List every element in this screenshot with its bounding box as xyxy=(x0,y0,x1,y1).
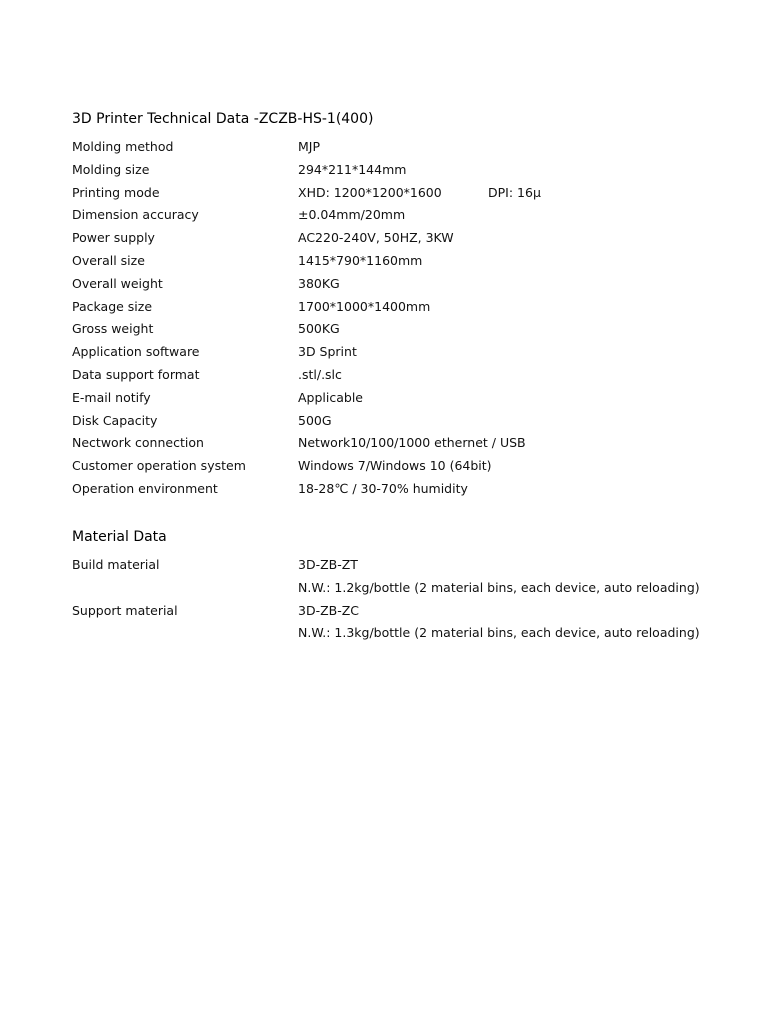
spec-value: 18-28℃ / 30-70% humidity xyxy=(298,480,468,496)
spec-row-overall-size xyxy=(72,250,712,273)
spec-value: 500G xyxy=(298,412,332,428)
spec-label: Nectwork connection xyxy=(72,435,204,451)
spec-value: 294*211*144mm xyxy=(298,161,407,177)
material-value: 3D-ZB-ZT xyxy=(298,557,358,572)
material-row-build xyxy=(72,554,712,577)
spec-row-printing-mode xyxy=(72,182,712,205)
spec-label: Dimension accuracy xyxy=(72,207,199,223)
spec-label: Application software xyxy=(72,344,200,360)
spec-label: E-mail notify xyxy=(72,389,151,405)
spec-row-network-connection xyxy=(72,432,712,455)
technical-data-heading: 3D Printer Technical Data -ZCZB-HS-1(400) xyxy=(72,111,374,127)
spec-row-operation-system xyxy=(72,455,712,478)
spec-row-molding-size xyxy=(72,159,712,182)
spec-row-data-support-format xyxy=(72,364,712,387)
spec-label: Molding method xyxy=(72,139,174,154)
material-value: N.W.: 1.3kg/bottle (2 material bins, each device, auto reloading) xyxy=(298,625,700,641)
spec-row-package-size xyxy=(72,296,712,319)
spec-row-dimension-accuracy xyxy=(72,204,712,227)
spec-value: Network10/100/1000 ethernet / USB xyxy=(298,435,526,451)
spec-row-email-notify xyxy=(72,387,712,410)
spec-value: 3D Sprint xyxy=(298,344,357,360)
spec-row-power-supply xyxy=(72,227,712,250)
spec-value: 500KG xyxy=(298,321,340,337)
spec-value: XHD: 1200*1200*1600 xyxy=(298,184,442,200)
spec-value: .stl/.slc xyxy=(298,366,342,382)
material-value: N.W.: 1.2kg/bottle (2 material bins, each device, auto reloading) xyxy=(298,579,700,595)
spec-value: AC220-240V, 50HZ, 3KW xyxy=(298,230,454,246)
spec-row-disk-capacity xyxy=(72,410,712,433)
spec-row-operation-environment xyxy=(72,478,712,501)
spec-label: Power supply xyxy=(72,230,155,246)
material-row-support xyxy=(72,600,712,623)
material-value: 3D-ZB-ZC xyxy=(298,602,360,618)
spec-label: Package size xyxy=(72,298,153,314)
spec-row-molding-method xyxy=(72,136,712,159)
material-label: Build material xyxy=(72,557,160,572)
spec-row-gross-weight xyxy=(72,318,712,341)
spec-value: 1415*790*1160mm xyxy=(298,252,423,268)
spec-label: Overall size xyxy=(72,252,145,268)
spec-label: Gross weight xyxy=(72,321,154,337)
spec-value: Windows 7/Windows 10 (64bit) xyxy=(298,458,492,474)
spec-label: Printing mode xyxy=(72,184,160,200)
spec-row-application-software xyxy=(72,341,712,364)
material-label: Support material xyxy=(72,602,178,618)
spec-label: Disk Capacity xyxy=(72,412,158,428)
spec-value: 380KG xyxy=(298,275,340,291)
spec-label: Overall weight xyxy=(72,275,163,291)
spec-row-overall-weight xyxy=(72,273,712,296)
spec-label: Operation environment xyxy=(72,480,218,496)
spec-value-dpi: DPI: 16μ xyxy=(488,184,541,200)
spec-value: ±0.04mm/20mm xyxy=(298,207,406,223)
material-data-heading: Material Data xyxy=(72,529,167,545)
material-data-table xyxy=(72,554,712,645)
technical-data-table xyxy=(72,136,712,501)
material-row-build-weight xyxy=(72,577,712,600)
spec-value: Applicable xyxy=(298,389,363,405)
spec-label: Molding size xyxy=(72,161,150,177)
spec-value: 1700*1000*1400mm xyxy=(298,298,431,314)
material-row-support-weight xyxy=(72,622,712,645)
spec-label: Data support format xyxy=(72,366,200,382)
spec-label: Customer operation system xyxy=(72,458,246,474)
spec-value: MJP xyxy=(298,139,321,154)
